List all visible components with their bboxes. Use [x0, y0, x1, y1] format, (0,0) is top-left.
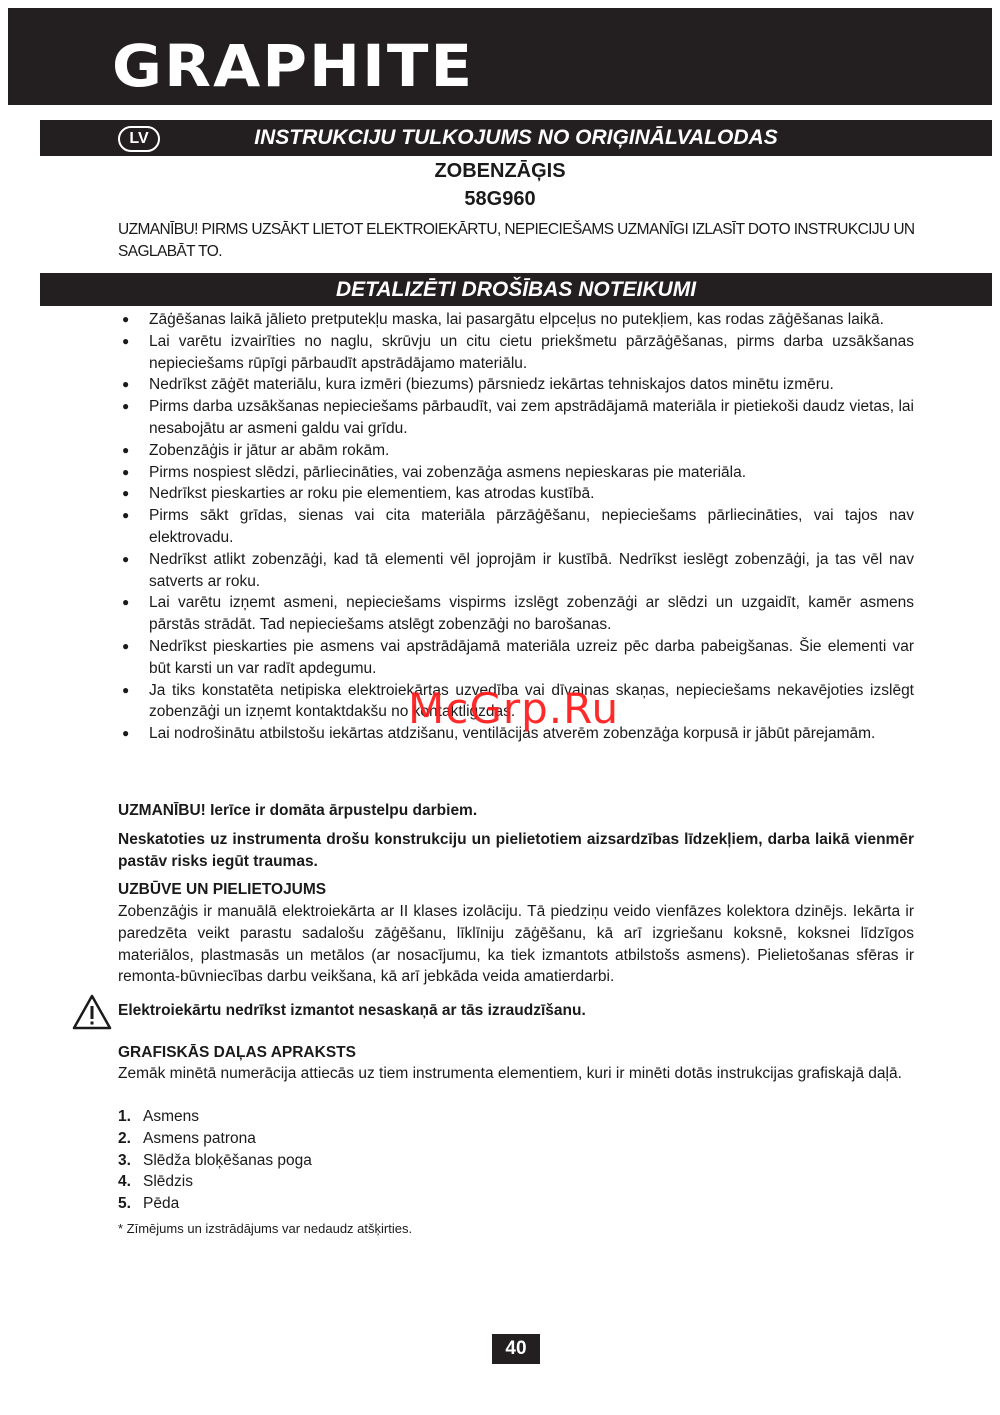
- list-item: [118, 1171, 312, 1193]
- list-item: [118, 1128, 312, 1150]
- brand-logo: GRAPHITE: [112, 32, 475, 100]
- product-name: ZOBENZĀĢIS: [434, 160, 566, 182]
- part-number: 5.: [118, 1195, 131, 1213]
- part-label: Pēda: [143, 1195, 180, 1213]
- part-label: Slēdzis: [143, 1173, 193, 1191]
- part-label: Asmens: [143, 1108, 199, 1125]
- outdoor-warning: UZMANĪBU! Ierīce ir domāta ārpustelpu darbiem.: [118, 802, 478, 819]
- part-number: 4.: [118, 1173, 131, 1191]
- graphic-text: Zemāk minētā numerācija attiecās uz tiem instrumenta elementiem, kuri ir minēti dotās instrukcijas grafiskajā daļā.: [118, 1065, 902, 1082]
- parts-list: [118, 1106, 312, 1215]
- page-number: 40: [492, 1334, 540, 1364]
- footnote: * Zīmējums un izstrādājums var nedaudz atšķirties.: [118, 1221, 413, 1236]
- list-item: ● Pirms sākt grīdas, sienas vai cita materiāla pārzāģēšanu, nepieciešams pārliecināties, vai tajos nav elektrovadu.: [118, 505, 914, 549]
- list-item: ● Pirms nospiest slēdzi, pārliecināties, vai zobenzāģa asmens nepieskaras pie materiāla.: [118, 462, 914, 484]
- list-item: ● Pirms darba uzsākšanas nepieciešams pārbaudīt, vai zem apstrādājamā materiāla ir pietiekoši daudz vietas, lai nesabojātu ar asmeni galdu vai grīdu.: [118, 396, 914, 440]
- list-item: ● Nedrīkst pieskarties pie asmens vai apstrādājamā materiāla uzreiz pēc darba pabeigšanas. Šie elementi var būt karsti un var radīt apdegumu.: [118, 636, 914, 680]
- list-item: ● Zāģēšanas laikā jālieto pretputekļu maska, lai pasargātu elpceļus no putekļiem, kas rodas zāģēšanas laikā.: [118, 309, 914, 331]
- part-number: 1.: [118, 1108, 131, 1125]
- language-badge: LV: [118, 126, 160, 152]
- safety-section-bar: DETALIZĒTI DROŠĪBAS NOTEIKUMI: [40, 273, 992, 306]
- list-item: [118, 1106, 312, 1128]
- misuse-warning: Elektroiekārtu nedrīkst izmantot nesaskaņā ar tās izraudzīšanu.: [118, 1002, 586, 1019]
- safety-rules-list: [118, 309, 914, 745]
- list-item: [118, 1150, 312, 1172]
- list-item: ● Nedrīkst atlikt zobenzāģi, kad tā elementi vēl joprojām ir kustībā. Nedrīkst ieslēgt zobenzāģi, ja tas vēl nav satverts ar roku.: [118, 549, 914, 593]
- list-item: ● Lai nodrošinātu atbilstošu iekārtas atdzišanu, ventilācijas atverēm zobenzāģa korpusā ir jābūt pārejamām.: [118, 723, 914, 745]
- part-number: 3.: [118, 1151, 131, 1169]
- intro-warning: UZMANĪBU! PIRMS UZSĀKT LIETOT ELEKTROIEKĀRTU, NEPIECIEŠAMS UZMANĪGI IZLASĪT DOTO INSTRUKCIJU UN SAGLABĀT TO.: [118, 221, 915, 260]
- list-item: ● Lai varētu izvairīties no naglu, skrūvju un citu cietu priekšmetu pārzāģēšanas, pirms darba uzsākšanas nepieciešams rūpīgi pārbaudīt apstrādājamo materiālu.: [118, 331, 914, 375]
- part-label: Asmens patrona: [143, 1129, 256, 1147]
- warning-triangle-icon: [72, 994, 112, 1030]
- list-item: ● Ja tiks konstatēta netipiska elektroiekārtas uzvedība vai dīvainas skaņas, nepieciešams nekavējoties izslēgt zobenzāģi un izņemt kontaktdakšu no kontaktligzdas.: [118, 680, 914, 724]
- construction-text: Zobenzāģis ir manuālā elektroiekārta ar II klases izolāciju. Tā piedziņu veido vienfāzes kolektora dzinējs. Iekārta ir paredzēta veikt parastu sadalošu zāģēšanu, līklīniju zāģēšanu, kā arī izgriešanu koksnē, koksnei līdzīgos materiālos, plastmasās un metālos (ar nosacījumu, ka tiek izmantots atbilstošs asmens). Pielietošanas sfēras ir remonta-būvniecības darbu veikšana, kā arī jebkāda veida amatierdarbi.: [118, 903, 914, 986]
- list-item: ● Nedrīkst pieskarties ar roku pie elementiem, kas atrodas kustībā.: [118, 483, 914, 505]
- part-label: Slēdža bloķēšanas poga: [143, 1151, 312, 1169]
- header-bar: [8, 8, 992, 105]
- part-number: 2.: [118, 1129, 131, 1147]
- graphic-heading: GRAFISKĀS DAĻAS APRAKSTS: [118, 1044, 356, 1061]
- list-item: ● Nedrīkst zāģēt materiālu, kura izmēri (biezums) pārsniedz iekārtas tehniskajos datos minētu izmēru.: [118, 374, 914, 396]
- watermark: McGrp.Ru: [408, 684, 620, 733]
- section-title-bar: INSTRUKCIJU TULKOJUMS NO ORIĢINĀLVALODAS: [40, 120, 992, 156]
- list-item: ● Zobenzāģis ir jātur ar abām rokām.: [118, 440, 914, 462]
- list-item: ● Lai varētu izņemt asmeni, nepieciešams vispirms izslēgt zobenzāģi ar slēdzi un uzgaidīt, kamēr asmens pārstās strādāt. Tad nepieciešams atslēgt zobenzāģi no barošanas.: [118, 592, 914, 636]
- risk-warning: Neskatoties uz instrumenta drošu konstrukciju un pielietotiem aizsardzības līdzekļiem, darba laikā vienmēr pastāv risks iegūt traumas.: [118, 831, 914, 870]
- list-item: [118, 1193, 312, 1215]
- construction-heading: UZBŪVE UN PIELIETOJUMS: [118, 881, 327, 898]
- product-model: 58G960: [464, 188, 536, 210]
